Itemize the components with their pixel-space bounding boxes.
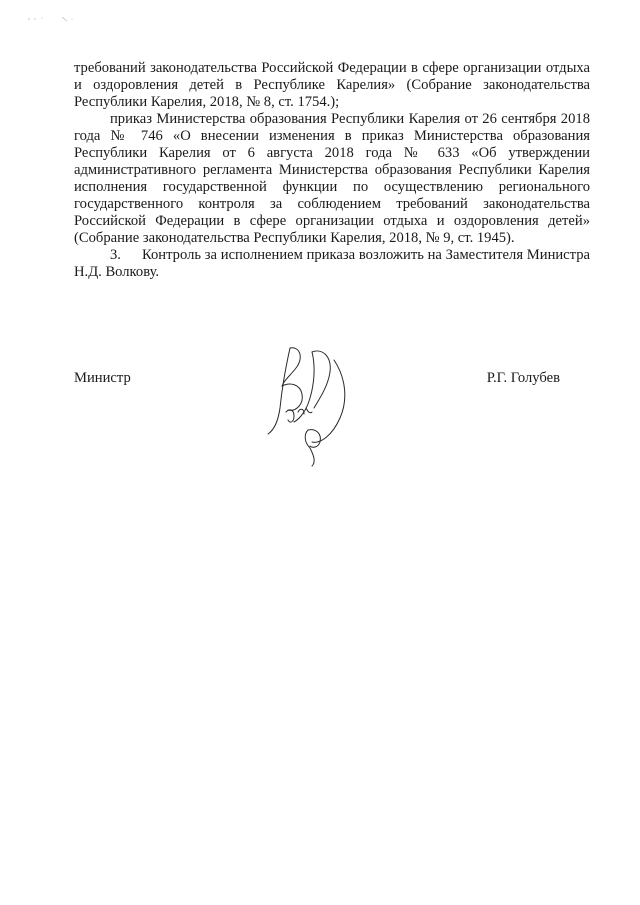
item-3-text: Контроль за исполнением приказа возложить на Заместителя Министра Н.Д. Волкову. (74, 247, 590, 280)
paragraph-item-3 (74, 247, 590, 281)
signatory-title: Министр (74, 370, 131, 386)
scan-artifact-mark (26, 14, 76, 24)
item-number: 3. (110, 247, 121, 263)
paragraph-continuation: требований законодательства Российской Федерации в сфере организации отдыха и оздоровления детей в Республике Карелия» (Собрание законодательства Республики Карелия, 2018, № 8, ст. 1754.); (74, 60, 590, 110)
paragraph-order-746: приказ Министерства образования Республики Карелия от 26 сентября 2018 года № 746 «О внесении изменения в приказ Министерства образования Республики Карелия от 6 августа 2018 года № 633 «Об утверждении административного регламента Министерства образования Республики Карелия исполнения государственной функции по осуществлению регионального государственного контроля за соблюдением требований законодательства Российской Федерации в сфере организации отдыха и оздоровления детей» (Собрание законодательства Республики Карелия, 2018, № 9, ст. 1945). (74, 111, 590, 246)
document-body (74, 60, 590, 281)
signatory-name: Р.Г. Голубев (486, 370, 560, 386)
handwritten-signature (260, 338, 370, 468)
